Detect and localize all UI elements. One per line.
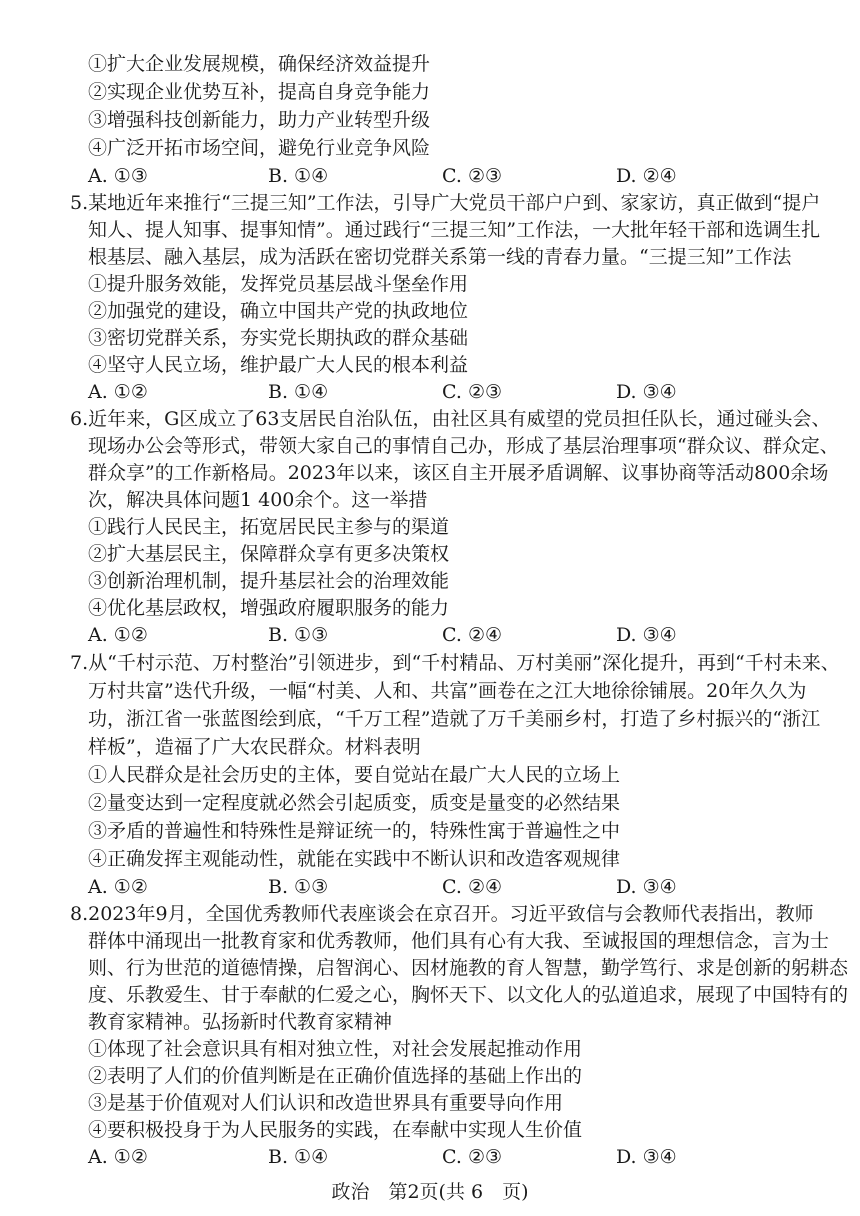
q4-choice-c: C. ②③ bbox=[442, 165, 503, 187]
q7-choice-c: C. ②④ bbox=[442, 876, 503, 898]
q4-choices bbox=[88, 164, 788, 188]
q8-stem-line-2: 群体中涌现出一批教育家和优秀教师，他们具有心有大我、至诚报国的理想信念，言为士 bbox=[88, 930, 830, 952]
q6-option-1: ①践行人民民主，拓宽居民民主参与的渠道 bbox=[88, 516, 450, 538]
q8-option-2: ②表明了人们的价值判断是在正确价值选择的基础上作出的 bbox=[88, 1065, 583, 1087]
q7-stem-line-2: 万村共富”迭代升级，一幅“村美、人和、共富”画卷在之江大地徐徐铺展。20年久久为 bbox=[88, 680, 807, 702]
q4-choice-b: B. ①④ bbox=[268, 165, 329, 187]
q4-option-2: ②实现企业优势互补，提高自身竞争能力 bbox=[88, 81, 431, 103]
q5-option-4: ④坚守人民立场，维护最广大人民的根本利益 bbox=[88, 354, 469, 376]
q8-choice-a: A. ①② bbox=[88, 1146, 148, 1168]
q5-option-1: ①提升服务效能，发挥党员基层战斗堡垒作用 bbox=[88, 273, 469, 295]
q8-stem-line-4: 度、乐教爱生、甘于奉献的仁爱之心，胸怀天下、以文化人的弘道追求，展现了中国特有的 bbox=[88, 984, 849, 1006]
q5-choice-d: D. ③④ bbox=[616, 381, 677, 403]
q7-option-3: ③矛盾的普遍性和特殊性是辩证统一的，特殊性寓于普遍性之中 bbox=[88, 820, 621, 842]
q7-stem-line-1: 7.从“千村示范、万村整治”引领进步，到“千村精品、万村美丽”深化提升，再到“千村未来、 bbox=[70, 652, 840, 674]
q5-option-2: ②加强党的建设，确立中国共产党的执政地位 bbox=[88, 300, 469, 322]
q7-choice-d: D. ③④ bbox=[616, 876, 677, 898]
q5-choices bbox=[88, 380, 788, 404]
q7-stem-line-4: 样板”，造福了广大农民群众。材料表明 bbox=[88, 736, 421, 758]
q7-option-4: ④正确发挥主观能动性，就能在实践中不断认识和改造客观规律 bbox=[88, 848, 621, 870]
q6-stem-line-4: 次，解决具体问题1 400余个。这一举措 bbox=[88, 489, 428, 511]
q8-choice-b: B. ①④ bbox=[268, 1146, 329, 1168]
q5-stem-line-3: 根基层、融入基层，成为活跃在密切党群关系第一线的青春力量。“三提三知”工作法 bbox=[88, 246, 792, 268]
q8-option-3: ③是基于价值观对人们认识和改造世界具有重要导向作用 bbox=[88, 1092, 564, 1114]
q7-option-2: ②量变达到一定程度就必然会引起质变，质变是量变的必然结果 bbox=[88, 792, 621, 814]
q7-option-1: ①人民群众是社会历史的主体，要自觉站在最广大人民的立场上 bbox=[88, 764, 621, 786]
q4-option-1: ①扩大企业发展规模，确保经济效益提升 bbox=[88, 53, 431, 75]
q8-choice-c: C. ②③ bbox=[442, 1146, 503, 1168]
q8-option-1: ①体现了社会意识具有相对独立性，对社会发展起推动作用 bbox=[88, 1038, 583, 1060]
q6-option-2: ②扩大基层民主，保障群众享有更多决策权 bbox=[88, 543, 450, 565]
q8-choice-d: D. ③④ bbox=[616, 1146, 677, 1168]
q6-choice-d: D. ③④ bbox=[616, 624, 677, 646]
q4-option-3: ③增强科技创新能力，助力产业转型升级 bbox=[88, 109, 431, 131]
q8-option-4: ④要积极投身于为人民服务的实践，在奉献中实现人生价值 bbox=[88, 1119, 583, 1141]
q7-stem-line-3: 功，浙江省一张蓝图绘到底，“千万工程”造就了万千美丽乡村，打造了乡村振兴的“浙江 bbox=[88, 708, 821, 730]
q6-stem-line-1: 6.近年来，G区成立了63支居民自治队伍，由社区具有威望的党员担任队长，通过碰头会、 bbox=[70, 408, 831, 430]
page-footer: 政治 第2页(共 6 页) bbox=[331, 1181, 529, 1203]
q7-choice-b: B. ①③ bbox=[268, 876, 329, 898]
q6-stem-line-3: 群众享”的工作新格局。2023年以来，该区自主开展矛盾调解、议事协商等活动800余场 bbox=[88, 462, 829, 484]
q7-choices bbox=[88, 875, 788, 899]
q5-choice-b: B. ①④ bbox=[268, 381, 329, 403]
q4-choice-d: D. ②④ bbox=[616, 165, 677, 187]
q8-stem-line-3: 则、行为世范的道德情操，启智润心、因材施教的育人智慧，勤学笃行、求是创新的躬耕态 bbox=[88, 957, 849, 979]
q5-choice-a: A. ①② bbox=[88, 381, 148, 403]
q5-option-3: ③密切党群关系，夯实党长期执政的群众基础 bbox=[88, 327, 469, 349]
q5-stem-line-2: 知人、提人知事、提事知情”。通过践行“三提三知”工作法，一大批年轻干部和选调生扎 bbox=[88, 219, 821, 241]
q8-stem-line-5: 教育家精神。弘扬新时代教育家精神 bbox=[88, 1011, 393, 1033]
q8-stem-line-1: 8.2023年9月，全国优秀教师代表座谈会在京召开。习近平致信与会教师代表指出，教师 bbox=[70, 903, 814, 925]
q7-choice-a: A. ①② bbox=[88, 876, 148, 898]
q6-choice-c: C. ②④ bbox=[442, 624, 503, 646]
q6-choice-a: A. ①② bbox=[88, 624, 148, 646]
q8-choices bbox=[88, 1145, 788, 1169]
q5-choice-c: C. ②③ bbox=[442, 381, 503, 403]
q5-stem-line-1: 5.某地近年来推行“三提三知”工作法，引导广大党员干部户户到、家家访，真正做到“提户 bbox=[70, 192, 821, 214]
q6-option-4: ④优化基层政权，增强政府履职服务的能力 bbox=[88, 597, 450, 619]
q6-choices bbox=[88, 623, 788, 647]
q6-stem-line-2: 现场办公会等形式，带领大家自己的事情自己办，形成了基层治理事项“群众议、群众定、 bbox=[88, 435, 839, 457]
q6-choice-b: B. ①③ bbox=[268, 624, 329, 646]
q6-option-3: ③创新治理机制，提升基层社会的治理效能 bbox=[88, 570, 450, 592]
q4-choice-a: A. ①③ bbox=[88, 165, 148, 187]
q4-option-4: ④广泛开拓市场空间，避免行业竞争风险 bbox=[88, 137, 431, 159]
